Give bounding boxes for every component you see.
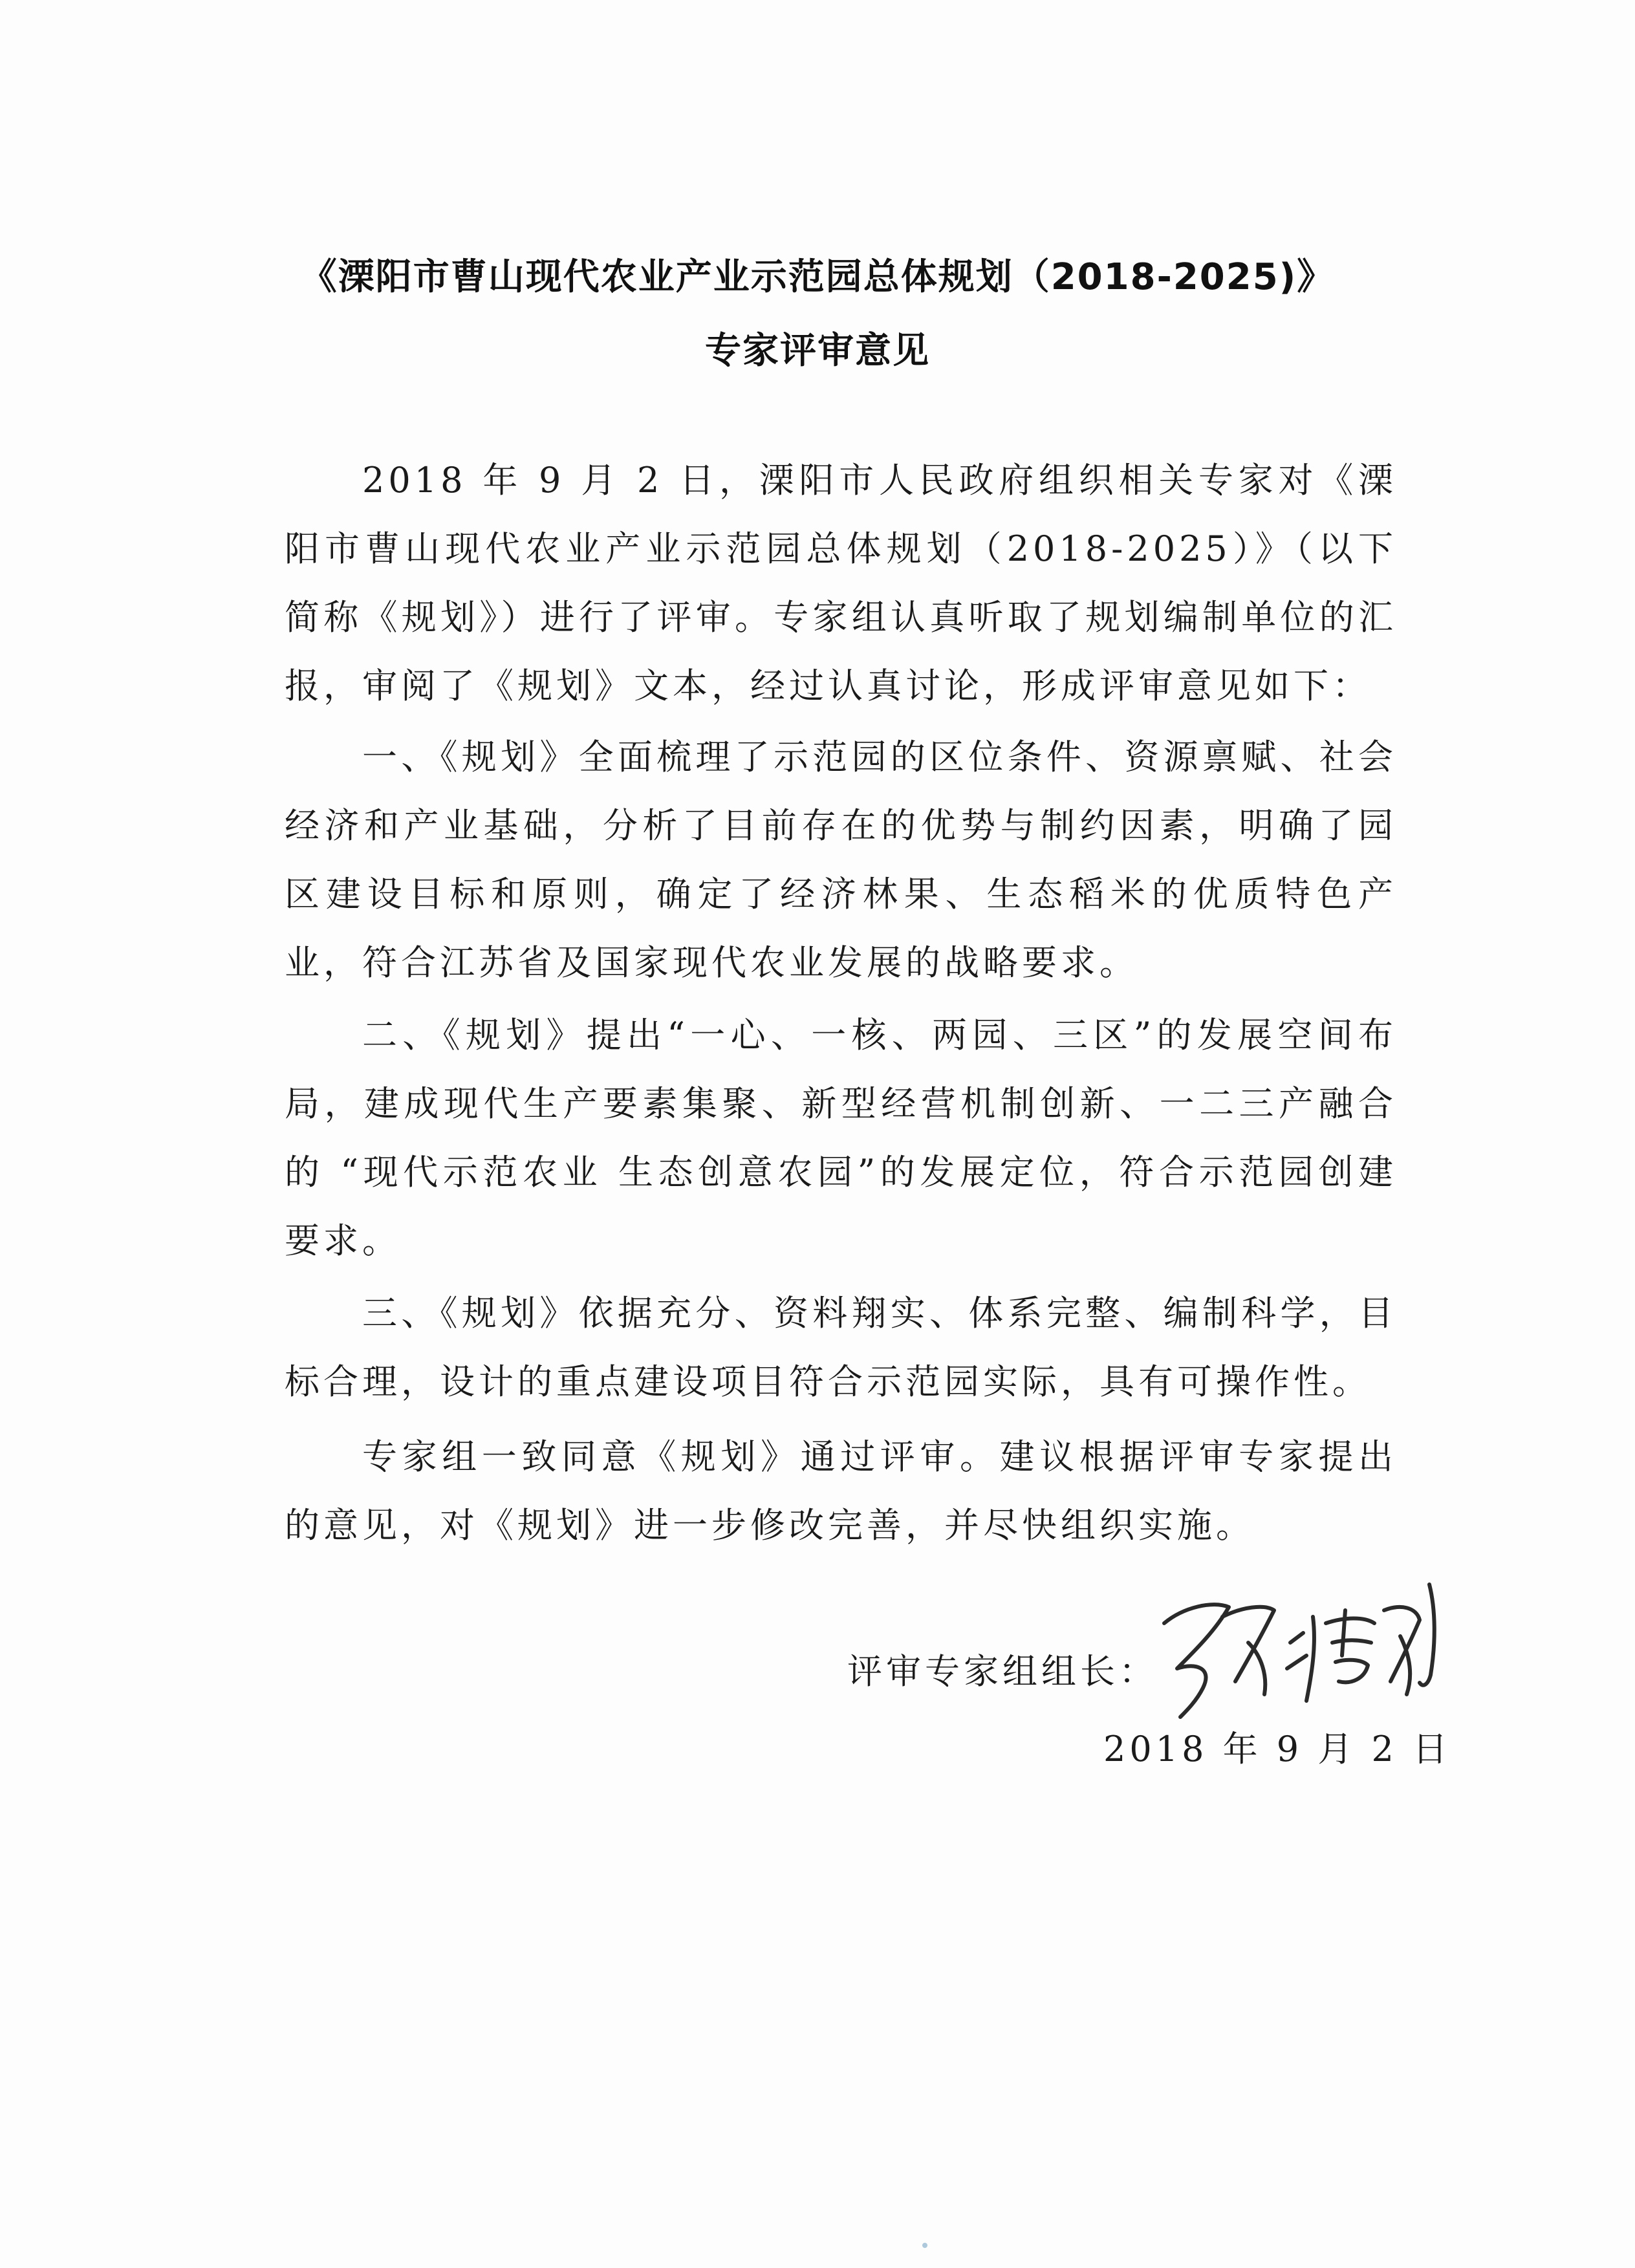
signature-label: 评审专家组组长：: [847, 1651, 1158, 1692]
paragraph-text: 三、《规划》依据充分、资料翔实、体系完整、编制科学，目标合理，设计的重点建设项目符合示范园实际，具有可操作性。: [285, 1293, 1397, 1402]
paragraph-opinion-1: [285, 723, 1397, 997]
paragraph-text: 一、《规划》全面梳理了示范园的区位条件、资源禀赋、社会经济和产业基础，分析了目前存在的优势与制约因素，明确了园区建设目标和原则，确定了经济林果、生态稻米的优质特色产业，符合江苏省及国家现代农业发展的战略要求。: [285, 737, 1397, 983]
paragraph-text: 2018 年 9 月 2 日，溧阳市人民政府组织相关专家对《溧阳市曹山现代农业产业示范园总体规划（2018-2025）》（以下简称《规划》）进行了评审。专家组认真听取了规划编制单位的汇报，审阅了《规划》文本，经过认真讨论，形成评审意见如下：: [285, 460, 1397, 706]
paragraph-opinion-3: [285, 1279, 1397, 1416]
document-title: 《溧阳市曹山现代农业产业示范园总体规划（2018-2025)》: [300, 256, 1335, 298]
scan-artifact: [922, 2243, 927, 2248]
paragraph-text: 二、《规划》提出“一心、一核、两园、三区”的发展空间布局，建成现代生产要素集聚、新型经营机制创新、一二三产融合的 “现代示范农业 生态创意农园”的发展定位，符合示范园创建要求。: [285, 1015, 1397, 1261]
handwritten-signature: [1151, 1571, 1449, 1720]
paragraph-intro: [285, 446, 1397, 720]
paragraph-opinion-2: [285, 1001, 1397, 1275]
document-subtitle: 专家评审意见: [705, 330, 930, 372]
signature-date: 2018 年 9 月 2 日: [1103, 1729, 1451, 1769]
paragraph-text: 专家组一致同意《规划》通过评审。建议根据评审专家提出的意见，对《规划》进一步修改完善，并尽快组织实施。: [285, 1436, 1397, 1546]
paragraph-conclusion: [285, 1423, 1397, 1560]
